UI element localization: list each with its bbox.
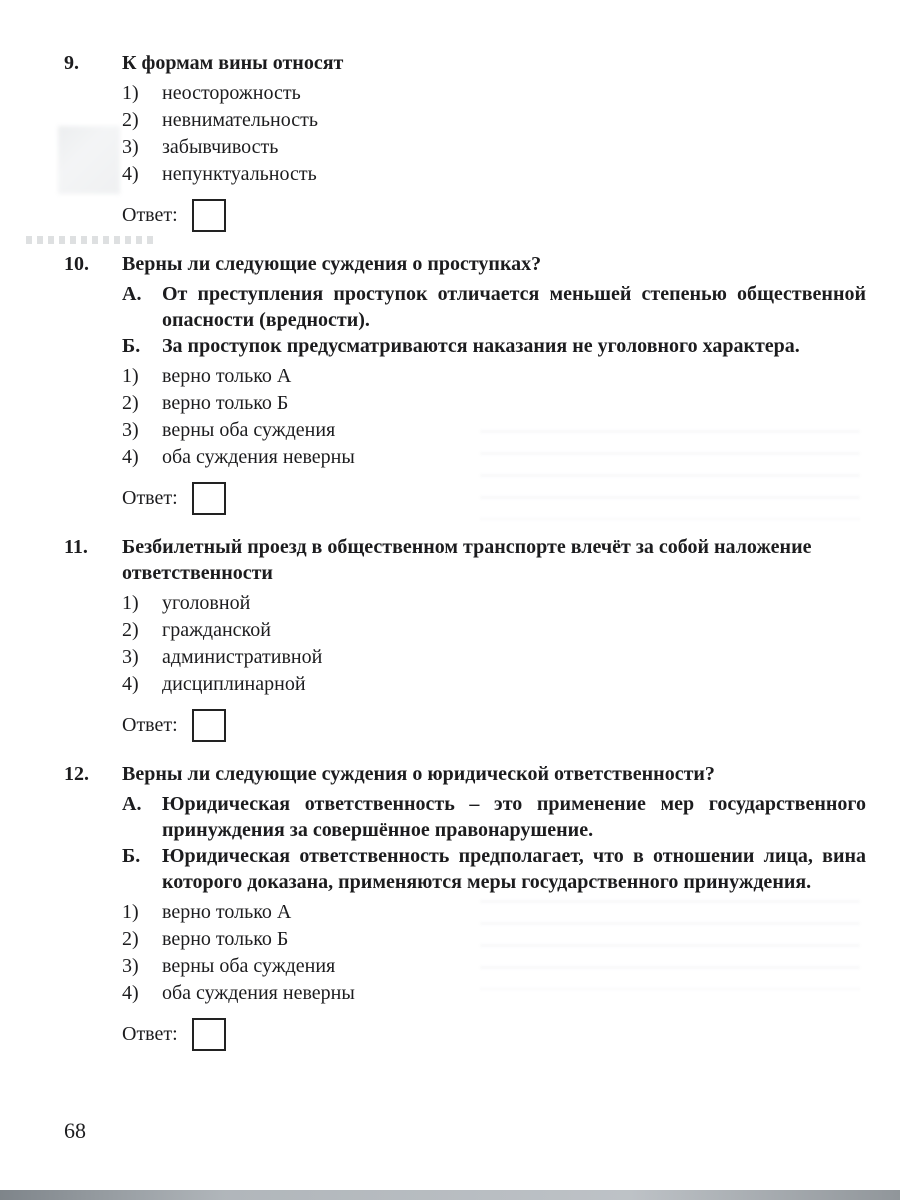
statement bbox=[122, 281, 866, 333]
option-row bbox=[122, 617, 866, 644]
question-item bbox=[64, 50, 866, 233]
option-label: верны оба суждения bbox=[162, 955, 336, 977]
option-number: 3) bbox=[122, 419, 139, 441]
question-stem: Верны ли следующие суждения о юридической ответственности? bbox=[122, 763, 715, 785]
option-number: 3) bbox=[122, 136, 139, 158]
question-number: 11. bbox=[64, 536, 88, 558]
option-row bbox=[122, 980, 866, 1007]
answer-label: Ответ: bbox=[122, 714, 178, 736]
question-head bbox=[64, 534, 866, 586]
option-number: 4) bbox=[122, 163, 139, 185]
answer-box bbox=[192, 709, 226, 742]
option-label: непунктуальность bbox=[162, 163, 317, 185]
option-label: оба суждения неверны bbox=[162, 446, 355, 468]
question-stem: Верны ли следующие суждения о проступках? bbox=[122, 253, 542, 275]
option-row bbox=[122, 899, 866, 926]
option-number: 2) bbox=[122, 109, 139, 131]
option-number: 4) bbox=[122, 446, 139, 468]
option-label: верно только Б bbox=[162, 928, 289, 950]
statement-label: А. bbox=[122, 283, 142, 305]
option-row bbox=[122, 390, 866, 417]
options bbox=[122, 899, 866, 1007]
option-label: дисциплинарной bbox=[162, 673, 306, 695]
option-label: административной bbox=[162, 646, 323, 668]
statement-text: От преступления проступок отличается меньшей степенью общественной опасности (вредности). bbox=[162, 283, 866, 331]
answer-box bbox=[192, 482, 226, 515]
option-row bbox=[122, 444, 866, 471]
option-row bbox=[122, 590, 866, 617]
option-label: забывчивость bbox=[162, 136, 279, 158]
answer-label: Ответ: bbox=[122, 487, 178, 509]
answer-box bbox=[192, 1018, 226, 1051]
question-number: 10. bbox=[64, 253, 89, 275]
option-row bbox=[122, 134, 866, 161]
option-number: 1) bbox=[122, 592, 139, 614]
page-bottom-edge bbox=[0, 1190, 900, 1200]
options bbox=[122, 363, 866, 471]
statement bbox=[122, 843, 866, 895]
statement-label: А. bbox=[122, 793, 142, 815]
answer-row bbox=[122, 198, 866, 233]
statement-label: Б. bbox=[122, 335, 141, 357]
page-number: 68 bbox=[64, 1118, 86, 1143]
answer-row bbox=[122, 708, 866, 743]
question-stem: К формам вины относят bbox=[122, 52, 344, 74]
statement-text: Юридическая ответственность – это применение мер государственного принуждения за совершённое правонарушение. bbox=[162, 793, 866, 841]
statement bbox=[122, 791, 866, 843]
statement-label: Б. bbox=[122, 845, 141, 867]
option-row bbox=[122, 80, 866, 107]
question-item bbox=[64, 251, 866, 516]
option-row bbox=[122, 953, 866, 980]
question-number: 12. bbox=[64, 763, 89, 785]
option-row bbox=[122, 363, 866, 390]
option-label: оба суждения неверны bbox=[162, 982, 355, 1004]
answer-row bbox=[122, 1017, 866, 1052]
options bbox=[122, 590, 866, 698]
questions-container bbox=[64, 50, 866, 1052]
statement bbox=[122, 333, 866, 359]
question-head bbox=[64, 50, 866, 76]
option-row bbox=[122, 926, 866, 953]
option-label: неосторожность bbox=[162, 82, 301, 104]
question-stem: Безбилетный проезд в общественном транспорте влечёт за собой наложение ответственности bbox=[122, 536, 812, 584]
option-row bbox=[122, 417, 866, 444]
question-head bbox=[64, 251, 866, 277]
answer-box bbox=[192, 199, 226, 232]
option-number: 4) bbox=[122, 982, 139, 1004]
option-number: 3) bbox=[122, 955, 139, 977]
question-number: 9. bbox=[64, 52, 79, 74]
answer-label: Ответ: bbox=[122, 1023, 178, 1045]
statement-text: За проступок предусматриваются наказания не уголовного характера. bbox=[162, 335, 800, 357]
statement-text: Юридическая ответственность предполагает, что в отношении лица, вина которого доказана, применяются меры государственного принуждения. bbox=[162, 845, 866, 893]
answer-row bbox=[122, 481, 866, 516]
option-number: 3) bbox=[122, 646, 139, 668]
option-label: верны оба суждения bbox=[162, 419, 336, 441]
options bbox=[122, 80, 866, 188]
option-row bbox=[122, 671, 866, 698]
option-label: гражданской bbox=[162, 619, 271, 641]
question-item bbox=[64, 534, 866, 743]
option-number: 1) bbox=[122, 365, 139, 387]
statements bbox=[122, 791, 866, 895]
option-number: 4) bbox=[122, 673, 139, 695]
option-row bbox=[122, 161, 866, 188]
option-label: уголовной bbox=[162, 592, 251, 614]
question-head bbox=[64, 761, 866, 787]
option-number: 1) bbox=[122, 82, 139, 104]
option-number: 1) bbox=[122, 901, 139, 923]
option-number: 2) bbox=[122, 928, 139, 950]
option-number: 2) bbox=[122, 392, 139, 414]
answer-label: Ответ: bbox=[122, 204, 178, 226]
option-label: верно только Б bbox=[162, 392, 289, 414]
option-row bbox=[122, 644, 866, 671]
option-number: 2) bbox=[122, 619, 139, 641]
option-label: верно только А bbox=[162, 365, 292, 387]
option-label: невнимательность bbox=[162, 109, 318, 131]
statements bbox=[122, 281, 866, 359]
option-label: верно только А bbox=[162, 901, 292, 923]
option-row bbox=[122, 107, 866, 134]
question-item bbox=[64, 761, 866, 1052]
